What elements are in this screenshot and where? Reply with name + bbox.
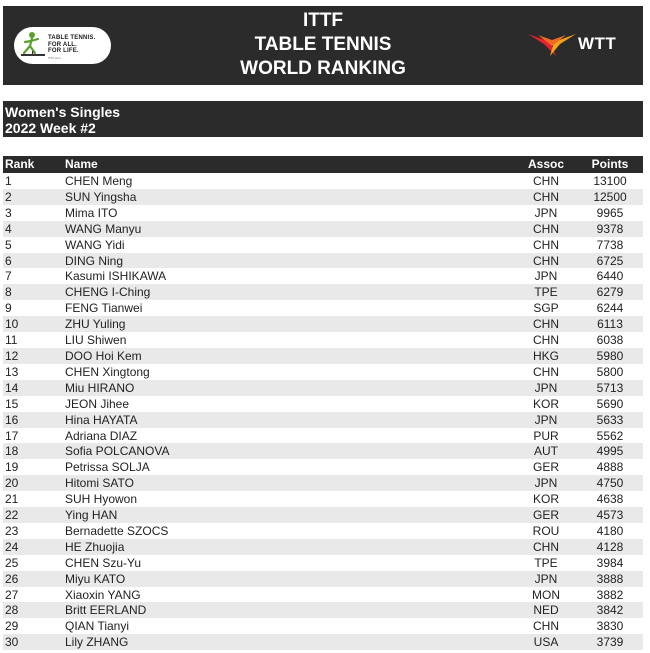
table-row — [3, 618, 643, 634]
player-name-cell: Miyu KATO — [65, 571, 126, 586]
table-row — [3, 555, 643, 571]
assoc-cell: CHN — [533, 333, 559, 348]
points-cell: 7738 — [596, 237, 624, 252]
points-cell: 3830 — [596, 619, 624, 634]
player-name-cell: Kasumi ISHIKAWA — [65, 269, 167, 284]
rank-cell: 7 — [5, 269, 12, 284]
player-name-cell: JEON Jihee — [65, 396, 130, 411]
player-name-cell: CHEN Meng — [65, 174, 133, 188]
player-name-cell: CHENG I-Ching — [65, 285, 151, 300]
table-row — [3, 316, 643, 332]
rank-cell: 27 — [5, 587, 19, 602]
rank-cell: 19 — [5, 460, 19, 475]
column-header-rank: Rank — [5, 157, 35, 171]
rank-cell: 15 — [5, 396, 19, 411]
assoc-cell: NED — [533, 603, 559, 618]
table-body — [3, 173, 643, 650]
assoc-cell: TPE — [534, 555, 558, 570]
player-name-cell: WANG Yidi — [65, 237, 125, 252]
table-row — [3, 587, 643, 603]
points-cell: 5980 — [596, 348, 624, 363]
player-name-cell: Mima ITO — [65, 205, 118, 220]
player-name-cell: SUN Yingsha — [65, 189, 137, 204]
points-cell: 3842 — [596, 603, 624, 618]
table-row — [3, 412, 643, 428]
assoc-cell: JPN — [534, 571, 558, 586]
assoc-cell: USA — [533, 635, 559, 650]
points-cell: 4750 — [596, 476, 624, 491]
table-row — [3, 475, 643, 491]
wtt-logo — [528, 32, 628, 56]
assoc-cell: CHN — [533, 364, 559, 379]
rank-cell: 30 — [5, 635, 19, 650]
player-name-cell: LIU Shiwen — [65, 333, 127, 348]
rank-cell: 12 — [5, 348, 19, 363]
assoc-cell: ROU — [532, 523, 560, 538]
table-row — [3, 173, 643, 189]
player-name-cell: ZHU Yuling — [65, 317, 126, 332]
header-banner — [3, 6, 643, 85]
table-row — [3, 539, 643, 555]
player-name-cell: Hina HAYATA — [65, 412, 138, 427]
player-name-cell: DING Ning — [65, 253, 124, 268]
assoc-cell: JPN — [534, 269, 558, 284]
player-name-cell: Britt EERLAND — [65, 603, 147, 618]
rank-cell: 4 — [5, 221, 12, 236]
table-row — [3, 348, 643, 364]
table-header — [3, 156, 643, 173]
wtt-wing-icon — [528, 32, 576, 56]
assoc-cell: CHN — [533, 619, 559, 634]
table-row — [3, 284, 643, 300]
points-cell: 9965 — [596, 205, 624, 220]
rank-cell: 1 — [5, 174, 12, 188]
table-row — [3, 364, 643, 380]
week-label: 2022 Week #2 — [5, 120, 96, 136]
table-row — [3, 428, 643, 444]
assoc-cell: JPN — [534, 205, 558, 220]
table-row — [3, 459, 643, 475]
player-name-cell: HE Zhuojia — [65, 539, 125, 554]
ranking-category-bar — [3, 101, 643, 137]
points-cell: 4995 — [596, 444, 624, 459]
points-cell: 6440 — [596, 269, 624, 284]
assoc-cell: TPE — [534, 285, 558, 300]
assoc-cell: KOR — [532, 492, 559, 507]
assoc-cell: CHN — [533, 253, 559, 268]
table-row — [3, 634, 643, 650]
player-name-cell: Miu HIRANO — [65, 380, 135, 395]
table-row — [3, 253, 643, 269]
table-row — [3, 396, 643, 412]
table-row — [3, 221, 643, 237]
table-row — [3, 189, 643, 205]
assoc-cell: CHN — [533, 539, 559, 554]
points-cell: 5690 — [596, 396, 624, 411]
assoc-cell: GER — [532, 508, 559, 523]
rank-cell: 25 — [5, 555, 19, 570]
assoc-cell: KOR — [532, 396, 559, 411]
table-row — [3, 300, 643, 316]
player-name-cell: CHEN Xingtong — [65, 364, 150, 379]
points-cell: 6113 — [597, 317, 623, 332]
rank-cell: 13 — [5, 364, 19, 379]
player-name-cell: Ying HAN — [65, 508, 118, 523]
rank-cell: 18 — [5, 444, 19, 459]
points-cell: 4888 — [596, 460, 624, 475]
column-header-name: Name — [65, 157, 98, 171]
table-row — [3, 443, 643, 459]
assoc-cell: JPN — [534, 380, 558, 395]
points-cell: 5633 — [596, 412, 624, 427]
assoc-cell: JPN — [534, 476, 558, 491]
points-cell: 6038 — [596, 333, 624, 348]
player-name-cell: Sofia POLCANOVA — [65, 444, 170, 459]
ittf-slogan: TABLE TENNIS. FOR ALL. FOR LIFE. — [48, 35, 96, 54]
player-name-cell: CHEN Szu-Yu — [65, 555, 142, 570]
table-row — [3, 523, 643, 539]
points-cell: 4573 — [596, 508, 624, 523]
player-name-cell: Hitomi SATO — [65, 476, 134, 491]
rank-cell: 5 — [5, 237, 12, 252]
points-cell: 12500 — [593, 189, 627, 204]
points-cell: 3984 — [596, 555, 624, 570]
ittf-url: ITTF.com — [48, 56, 61, 60]
player-name-cell: FENG Tianwei — [65, 301, 143, 316]
table-row — [3, 491, 643, 507]
player-name-cell: Lily ZHANG — [65, 635, 129, 650]
category-label: Women's Singles — [5, 104, 121, 120]
rank-cell: 9 — [5, 301, 12, 316]
table-row — [3, 237, 643, 253]
points-cell: 6244 — [596, 301, 624, 316]
rank-cell: 23 — [5, 523, 19, 538]
rank-cell: 24 — [5, 539, 19, 554]
assoc-cell: SGP — [533, 301, 559, 316]
rank-cell: 10 — [5, 317, 19, 332]
table-row — [3, 268, 643, 284]
table-row — [3, 602, 643, 618]
rank-cell: 29 — [5, 619, 19, 634]
table-row — [3, 380, 643, 396]
table-row — [3, 571, 643, 587]
player-name-cell: SUH Hyowon — [65, 492, 138, 507]
rank-cell: 28 — [5, 603, 19, 618]
rank-cell: 6 — [5, 253, 12, 268]
points-cell: 6279 — [596, 285, 624, 300]
points-cell: 9378 — [596, 221, 624, 236]
assoc-cell: GER — [532, 460, 559, 475]
assoc-cell: MON — [532, 587, 560, 602]
assoc-cell: CHN — [533, 317, 559, 332]
player-name-cell: QIAN Tianyi — [65, 619, 130, 634]
points-cell: 6725 — [596, 253, 624, 268]
player-name-cell: DOO Hoi Kem — [65, 348, 142, 363]
points-cell: 13100 — [593, 174, 627, 188]
rank-cell: 16 — [5, 412, 19, 427]
player-name-cell: Petrissa SOLJA — [65, 460, 150, 475]
rank-cell: 17 — [5, 428, 19, 443]
points-cell: 5713 — [596, 380, 624, 395]
rank-cell: 14 — [5, 380, 19, 395]
rank-cell: 22 — [5, 508, 19, 523]
table-row — [3, 332, 643, 348]
assoc-cell: CHN — [533, 221, 559, 236]
points-cell: 4180 — [596, 523, 624, 538]
player-name-cell: Adriana DIAZ — [65, 428, 138, 443]
assoc-cell: AUT — [534, 444, 558, 459]
column-header-points: Points — [591, 157, 629, 171]
points-cell: 3888 — [596, 571, 624, 586]
assoc-cell: JPN — [534, 412, 558, 427]
assoc-cell: PUR — [533, 428, 559, 443]
page-title: ITTF TABLE TENNIS WORLD RANKING — [240, 10, 406, 79]
player-name-cell: Bernadette SZOCS — [65, 523, 169, 538]
assoc-cell: CHN — [533, 237, 559, 252]
table-row — [3, 205, 643, 221]
points-cell: 5562 — [596, 428, 624, 443]
ranking-table — [3, 156, 643, 650]
wtt-text: WTT — [578, 34, 617, 53]
assoc-cell: CHN — [533, 189, 559, 204]
points-cell: 3882 — [596, 587, 624, 602]
player-name-cell: WANG Manyu — [65, 221, 142, 236]
points-cell: 5800 — [596, 364, 624, 379]
assoc-cell: HKG — [532, 348, 559, 363]
assoc-cell: CHN — [533, 174, 559, 188]
player-name-cell: Xiaoxin YANG — [65, 587, 141, 602]
rank-cell: 8 — [5, 285, 12, 300]
points-cell: 4638 — [596, 492, 624, 507]
rank-cell: 11 — [5, 333, 18, 348]
rank-cell: 26 — [5, 571, 19, 586]
rank-cell: 3 — [5, 205, 12, 220]
column-header-assoc: Assoc — [527, 157, 565, 171]
points-cell: 3739 — [596, 635, 624, 650]
rank-cell: 20 — [5, 476, 19, 491]
points-cell: 4128 — [596, 539, 624, 554]
table-row — [3, 507, 643, 523]
rank-cell: 21 — [5, 492, 19, 507]
rank-cell: 2 — [5, 189, 12, 204]
